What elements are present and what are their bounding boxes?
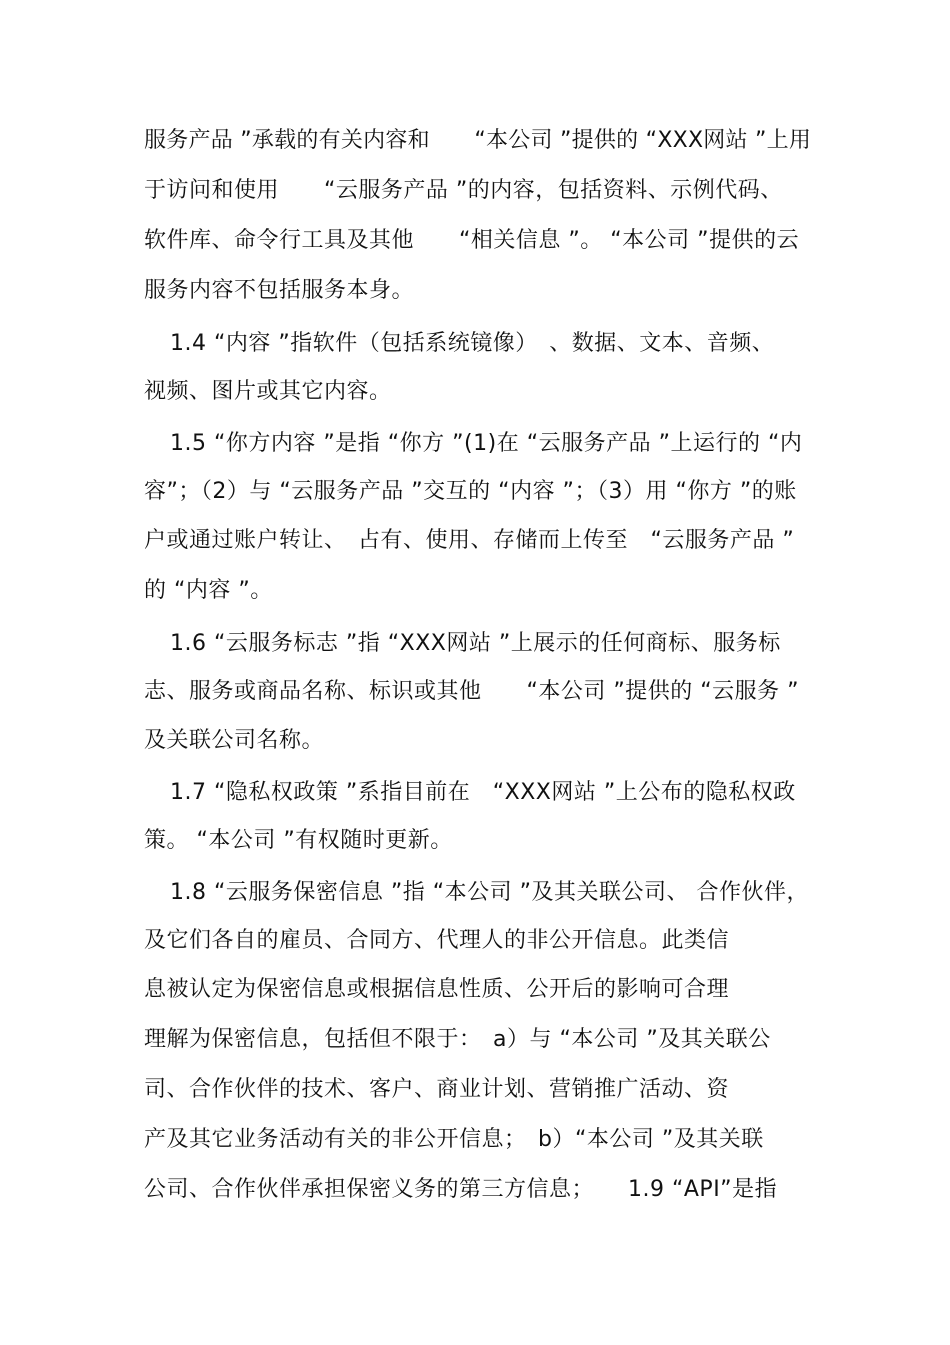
text-line: 公司、合作伙伴承担保密义务的第三方信息； 1.9 “API”是指 bbox=[144, 1177, 778, 1202]
text-line: 1.7 “隐私权政策 ”系指目前在 “XXX网站 ”上公布的隐私权政 bbox=[170, 780, 796, 805]
text-line: 1.5 “你方内容 ”是指 “你方 ”(1)在 “云服务产品 ”上运行的 “内 bbox=[170, 431, 803, 456]
text-line: 的 “内容 ”。 bbox=[144, 578, 273, 603]
text-line: 服务产品 ”承载的有关内容和 “本公司 ”提供的 “XXX网站 ”上用 bbox=[144, 128, 812, 153]
text-line: 息被认定为保密信息或根据信息性质、公开后的影响可合理 bbox=[144, 977, 730, 1002]
text-line: 软件库、命令行工具及其他 “相关信息 ”。 “本公司 ”提供的云 bbox=[144, 228, 800, 253]
text-line: 策。 “本公司 ”有权随时更新。 bbox=[144, 828, 453, 853]
text-line: 1.6 “云服务标志 ”指 “XXX网站 ”上展示的任何商标、服务标 bbox=[170, 631, 781, 656]
text-line: 服务内容不包括服务本身。 bbox=[144, 278, 415, 303]
text-line: 于访问和使用 “云服务产品 ”的内容，包括资料、示例代码、 bbox=[144, 178, 783, 203]
text-line: 及关联公司名称。 bbox=[144, 728, 325, 753]
text-line: 产及其它业务活动有关的非公开信息； b）“本公司 ”及其关联 bbox=[144, 1127, 764, 1152]
text-line: 理解为保密信息，包括但不限于： a）与 “本公司 ”及其关联公 bbox=[144, 1027, 771, 1052]
text-line: 志、服务或商品名称、标识或其他 “本公司 ”提供的 “云服务 ” bbox=[144, 679, 800, 704]
text-line: 容”；（2）与 “云服务产品 ”交互的 “内容 ”；（3）用 “你方 ”的账 bbox=[144, 479, 797, 504]
text-line: 及它们各自的雇员、合同方、代理人的非公开信息。此类信 bbox=[144, 928, 730, 953]
text-line: 司、合作伙伴的技术、客户、商业计划、营销推广活动、资 bbox=[144, 1077, 730, 1102]
text-line: 1.8 “云服务保密信息 ”指 “本公司 ”及其关联公司、 合作伙伴， bbox=[170, 880, 810, 905]
text-line: 1.4 “内容 ”指软件（包括系统镜像） 、数据、文本、音频、 bbox=[170, 331, 775, 356]
text-line: 户或通过账户转让、 占有、使用、存储而上传至 “云服务产品 ” bbox=[144, 528, 795, 553]
text-line: 视频、图片或其它内容。 bbox=[144, 379, 392, 404]
